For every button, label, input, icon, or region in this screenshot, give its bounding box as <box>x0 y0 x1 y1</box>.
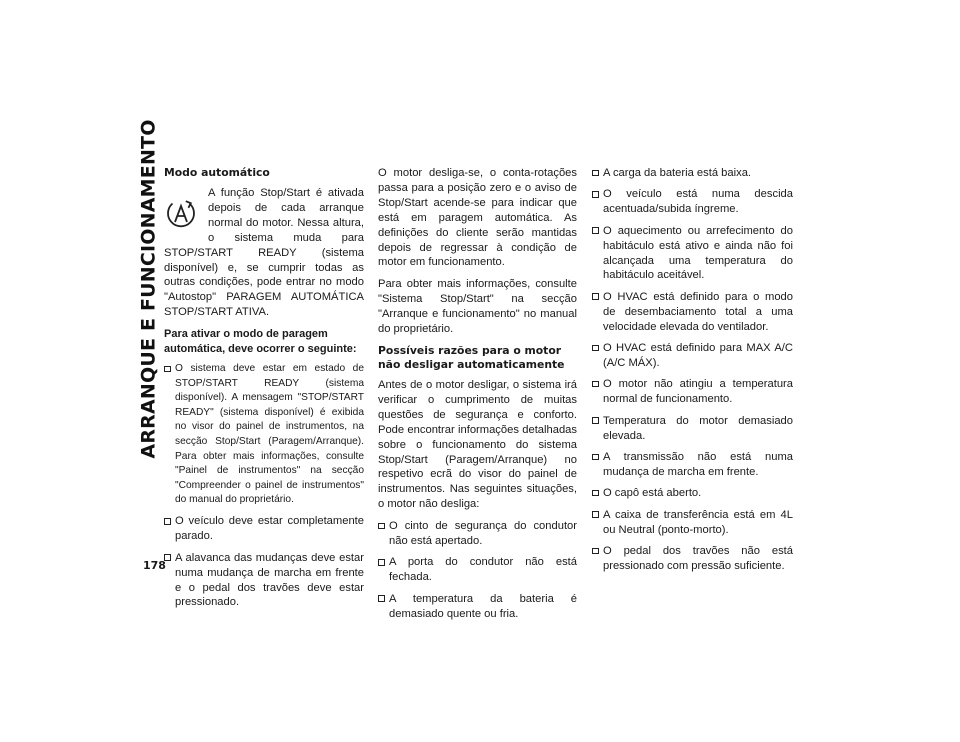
heading-auto-mode: Modo automático <box>164 166 270 179</box>
checkbox-bullet-icon <box>164 518 171 525</box>
checkbox-bullet-icon <box>592 345 599 352</box>
list-item: A transmissão não está numa mudança de marcha em frente. <box>592 450 793 480</box>
column-2 <box>378 166 577 628</box>
reasons-list-2 <box>592 166 793 574</box>
list-item: O capô está aberto. <box>592 486 793 501</box>
column-3 <box>592 166 793 580</box>
paragraph-more-info: Para obter mais informações, consulte "Sistema Stop/Start" na secção "Arranque e funcionamento" no manual do proprietário. <box>378 278 577 336</box>
list-item: O veículo está numa descida acentuada/subida íngreme. <box>592 187 793 217</box>
section-side-tab <box>136 119 162 459</box>
list-item: Temperatura do motor demasiado elevada. <box>592 414 793 444</box>
list-item: O motor não atingiu a temperatura normal de funcionamento. <box>592 377 793 407</box>
paragraph-autostop: O motor desliga-se, o conta-rotações passa para a posição zero e o aviso de Stop/Start acende-se para indicar que está em paragem automática. As definições do cliente serão mantidas depois de regressar à condição de motor em funcionamento. <box>378 167 577 269</box>
list-item: A alavanca das mudanças deve estar numa mudança de marcha em frente e o pedal dos travões deve estar pressionado. <box>164 551 364 611</box>
checkbox-bullet-icon <box>164 554 171 561</box>
paragraph-intro: A função Stop/Start é ativada depois de cada arranque normal do motor. Nessa altura, o sistema muda para STOP/START READY (sistema disponível) e, se cumprir todas as outras condições, pode entrar no modo "Autostop" PARAGEM AUTOMÁTICA STOP/START ATIVA. <box>164 187 364 319</box>
checkbox-bullet-icon <box>164 366 171 373</box>
list-item: O sistema deve estar em estado de STOP/START READY (sistema disponível). A mensagem "STOP/START READY" (sistema disponível) é exibida no visor do painel de instrumentos, na secção Stop/Start (Paragem/Arranque). Para obter mais informações, consulte "Painel de instrumentos" na secção "Compreender o painel de instrumentos" do manual do proprietário. <box>164 362 364 508</box>
checkbox-bullet-icon <box>378 559 385 566</box>
column-1 <box>164 166 364 617</box>
conditions-list <box>164 362 364 610</box>
list-item: O HVAC está definido para MAX A/C (A/C MÁX). <box>592 341 793 371</box>
checkbox-bullet-icon <box>592 191 599 198</box>
checkbox-bullet-icon <box>592 381 599 388</box>
checkbox-bullet-icon <box>378 523 385 530</box>
paragraph-checks: Antes de o motor desligar, o sistema irá verificar o cumprimento de muitas questões de segurança e conforto. Pode encontrar informações detalhadas sobre o funcionamento do sistema Stop/Start (Paragem/Arranque) no respetivo ecrã do visor do painel de instrumentos. Nas seguintes situações, o motor não desliga: <box>378 378 577 511</box>
list-item: O cinto de segurança do condutor não está apertado. <box>378 519 577 549</box>
list-item: A carga da bateria está baixa. <box>592 166 793 181</box>
list-item: A temperatura da bateria é demasiado quente ou fria. <box>378 592 577 622</box>
list-item: O veículo deve estar completamente parado. <box>164 514 364 544</box>
checkbox-bullet-icon <box>592 511 599 518</box>
section-title: ARRANQUE E FUNCIONAMENTO <box>138 119 160 459</box>
checkbox-bullet-icon <box>592 548 599 555</box>
checkbox-bullet-icon <box>378 595 385 602</box>
list-item: O aquecimento ou arrefecimento do habitáculo está ativo e ainda não foi alcançada uma temperatura do habitáculo aceitável. <box>592 224 793 284</box>
stop-start-icon <box>164 186 204 241</box>
heading-reasons: Possíveis razões para o motor não desligar automaticamente <box>378 343 565 371</box>
reasons-list-1 <box>378 519 577 621</box>
checkbox-bullet-icon <box>592 293 599 300</box>
list-item: O HVAC está definido para o modo de desembaciamento total a uma velocidade elevada do ventilador. <box>592 290 793 335</box>
list-item: A caixa de transferência está em 4L ou Neutral (ponto-morto). <box>592 508 793 538</box>
checkbox-bullet-icon <box>592 490 599 497</box>
page-number: 178 <box>143 559 166 572</box>
subheading-conditions: Para ativar o modo de paragem automática, deve ocorrer o seguinte: <box>164 328 357 356</box>
list-item: O pedal dos travões não está pressionado com pressão suficiente. <box>592 544 793 574</box>
list-item: A porta do condutor não está fechada. <box>378 555 577 585</box>
checkbox-bullet-icon <box>592 170 599 177</box>
checkbox-bullet-icon <box>592 227 599 234</box>
checkbox-bullet-icon <box>592 454 599 461</box>
checkbox-bullet-icon <box>592 417 599 424</box>
